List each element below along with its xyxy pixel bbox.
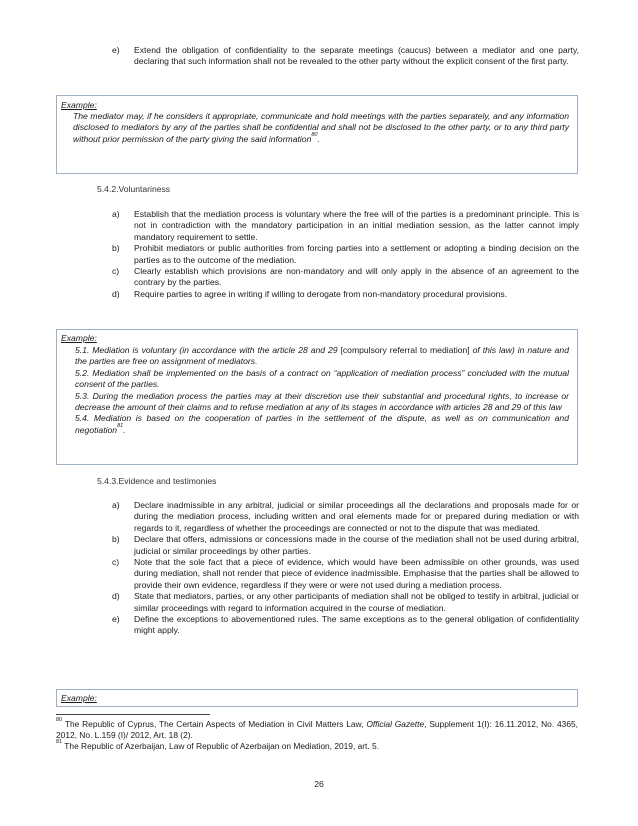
example-box-voluntariness xyxy=(56,329,578,465)
list-item: b) Declare that offers, admissions or concessions made in the course of the mediation shall not be used during arbitral, judicial or similar proceedings by other parties. xyxy=(112,534,579,556)
footnote-ref-81[interactable]: 81 xyxy=(117,422,124,429)
list-item: c) Clearly establish which provisions are non-mandatory and will only apply in the absence of an agreement to the contrary by the parties. xyxy=(112,266,579,288)
example-label: Example: xyxy=(61,693,97,703)
list-item: a) Establish that the mediation process is voluntary where the free will of the parties is a predominant principle. This is not in contradiction with the mandatory participation in an initial mediation session, as the latter cannot imply mandatory requirement to settle. xyxy=(112,209,579,242)
list-item: c) Note that the sole fact that a piece of evidence, which would have been admissible on other grounds, was used during mediation, shall not render that piece of evidence inadmissible. Emphasise that the parties shall be allowed to provide their own evidence, regardless if they were or were not used during a mediation process. xyxy=(112,557,579,590)
section-heading-evidence: 5.4.3.Evidence and testimonies xyxy=(97,476,217,486)
footnote-ref-80[interactable]: 80 xyxy=(311,131,318,138)
list-marker: e) xyxy=(112,45,120,55)
list-item: d) Require parties to agree in writing if willing to derogate from non-mandatory procedural provisions. xyxy=(112,288,508,299)
voluntariness-list xyxy=(112,209,579,300)
example-text: 5.1. Mediation is voluntary (in accordance with the article 28 and 29 [compulsory referral to mediation] of this law) in nature and the parties are free on assignment of mediators. 5.2. Mediation shall be implemented on the basis of a contract on “application of mediation process” concluded with the mutual consent of the parties. 5.3. During the mediation process the parties may at their discretion use their substantial and procedural rights, to increase or decrease the amount of their claims and to refuse mediation at any of its stages in accordance with articles 28 and 29 of this law 5.4. Mediation is based on the cooperation of parties in the settlement of the dispute, as well as on communication and negotiation$^{81}$. xyxy=(75,345,569,435)
example-label: Example: xyxy=(61,333,97,343)
section-heading-voluntariness: 5.4.2.Voluntariness xyxy=(97,184,171,194)
footnote-80: $^{80}$ The Republic of Cyprus, The Certain Aspects of Mediation in Civil Matters Law, Official Gazette, Supplement 1(I): 16.11.2012, No. 4365, 2012, No. L.159 (I)/ 2012, Art. 18 (2). xyxy=(56,717,578,741)
list-item: a) Declare inadmissible in any arbitral, judicial or similar proceedings all the declarations and proposals made for or during the mediation process, including written and oral elements made for or prepared during mediation or with regards to it, regardless of whether the proceedings are connected or not to the dispute that was mediated. xyxy=(112,500,579,533)
footnote-divider xyxy=(56,714,210,715)
page-number: 26 xyxy=(314,779,324,789)
list-item: d) State that mediators, parties, or any other participants of mediation shall not be obliged to testify in arbitral, judicial or similar proceedings with regard to information acquired in the course of mediation. xyxy=(112,591,579,613)
footnotes xyxy=(56,719,578,753)
example-label: Example: xyxy=(61,100,97,110)
list-item: b) Prohibit mediators or public authorities from forcing parties into a settlement or adopting a binding decision on the parties as to the outcome of the mediation. xyxy=(112,243,579,265)
example-box-confidentiality xyxy=(56,95,578,174)
list-item-text: Extend the obligation of confidentiality to the separate meetings (caucus) between a mediator and one party, declaring that such information shall not be revealed to the other party without the explicit consent of the first party. xyxy=(134,45,579,67)
evidence-list xyxy=(112,500,579,637)
example-text: The mediator may, if he considers it appropriate, communicate and hold meetings with the parties separately, and any information disclosed to mediators by any of the parties shall be confidential and shall not be disclosed to the other party, or to any third party without prior permission of the party giving the said information$^{80}$. xyxy=(73,111,569,144)
list-item: e) Define the exceptions to abovementioned rules. The same exceptions as to the general obligation of confidentiality might apply. xyxy=(112,614,579,636)
footnote-81: $^{81}$ The Republic of Azerbaijan, Law of Republic of Azerbaijan on Mediation, 2019, art. 5. xyxy=(56,739,380,752)
example-box-evidence xyxy=(56,689,578,707)
confidentiality-list xyxy=(112,45,579,68)
list-item xyxy=(112,45,579,68)
